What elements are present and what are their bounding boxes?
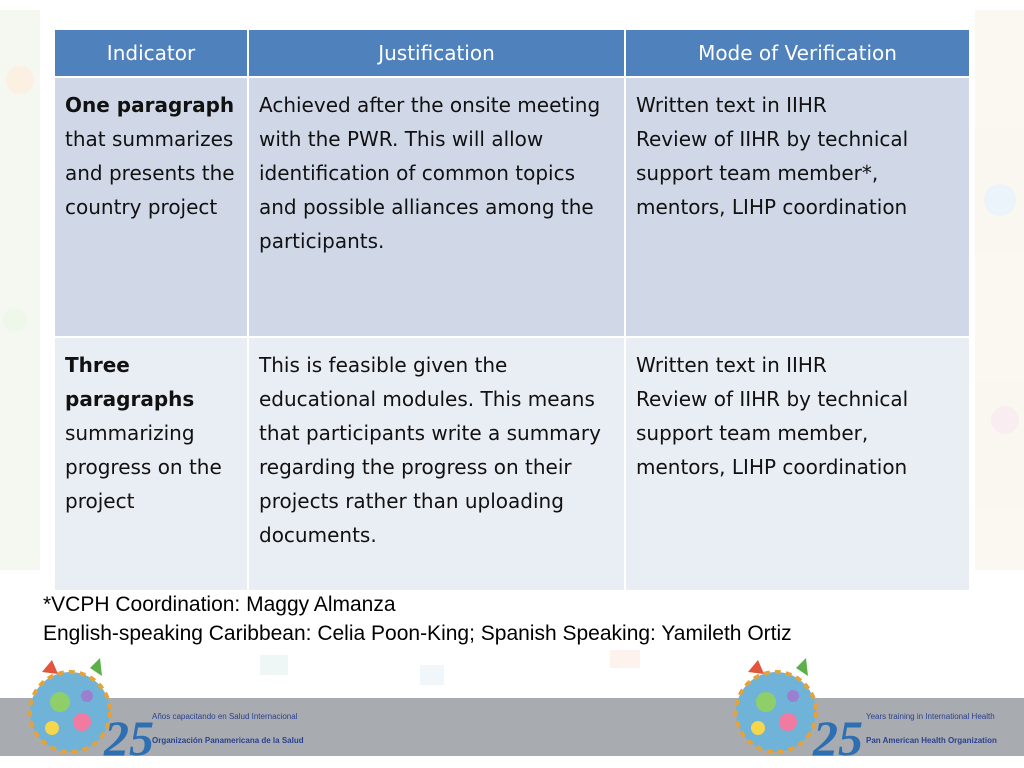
justification-cell: This is feasible given the educational modules. This means that participants write a summary regarding the progress on their projects rather than uploading documents. <box>248 337 625 591</box>
header-indicator: Indicator <box>54 29 248 77</box>
logo-right-line2: Pan American Health Organization <box>866 736 997 745</box>
indicator-table <box>53 28 971 592</box>
header-mode-of-verification: Mode of Verification <box>625 29 970 77</box>
indicator-text: summarizing progress on the project <box>65 421 222 513</box>
indicator-text: that summarizes and presents the country project <box>65 127 235 219</box>
logo-right-number: 25 <box>813 710 863 762</box>
table-row <box>54 337 970 591</box>
verification-line: Written text in IIHR <box>636 93 827 117</box>
verification-line: Review of IIHR by technical support team member, mentors, LIHP coordination <box>636 387 909 479</box>
indicator-bold-text: Three paragraphs <box>65 353 195 411</box>
indicator-cell <box>54 337 248 591</box>
footnotes <box>43 590 792 648</box>
logo-left-number: 25 <box>104 710 154 762</box>
logo-left-text <box>152 712 312 746</box>
table-row <box>54 77 970 337</box>
verification-cell <box>625 337 970 591</box>
verification-cell <box>625 77 970 337</box>
logo-right-line1: Years training in International Health <box>866 712 995 721</box>
indicator-bold-text: One paragraph <box>65 93 235 117</box>
verification-line: Review of IIHR by technical support team member*, mentors, LIHP coordination <box>636 127 909 219</box>
logo-right-text <box>866 712 1016 746</box>
logo-left-line1: Años capacitando en Salud Internacional <box>152 712 298 721</box>
header-justification: Justification <box>248 29 625 77</box>
footnote-regions: English-speaking Caribbean: Celia Poon-King; Spanish Speaking: Yamileth Ortiz <box>43 622 792 645</box>
justification-cell: Achieved after the onsite meeting with the PWR. This will allow identification of common topics and possible alliances among the participants. <box>248 77 625 337</box>
footnote-coordination: *VCPH Coordination: Maggy Almanza <box>43 593 396 616</box>
logo-left-line2: Organización Panamericana de la Salud <box>152 736 304 745</box>
verification-line: Written text in IIHR <box>636 353 827 377</box>
table-header-row <box>54 29 970 77</box>
indicator-cell <box>54 77 248 337</box>
indicator-table-container <box>53 28 969 592</box>
